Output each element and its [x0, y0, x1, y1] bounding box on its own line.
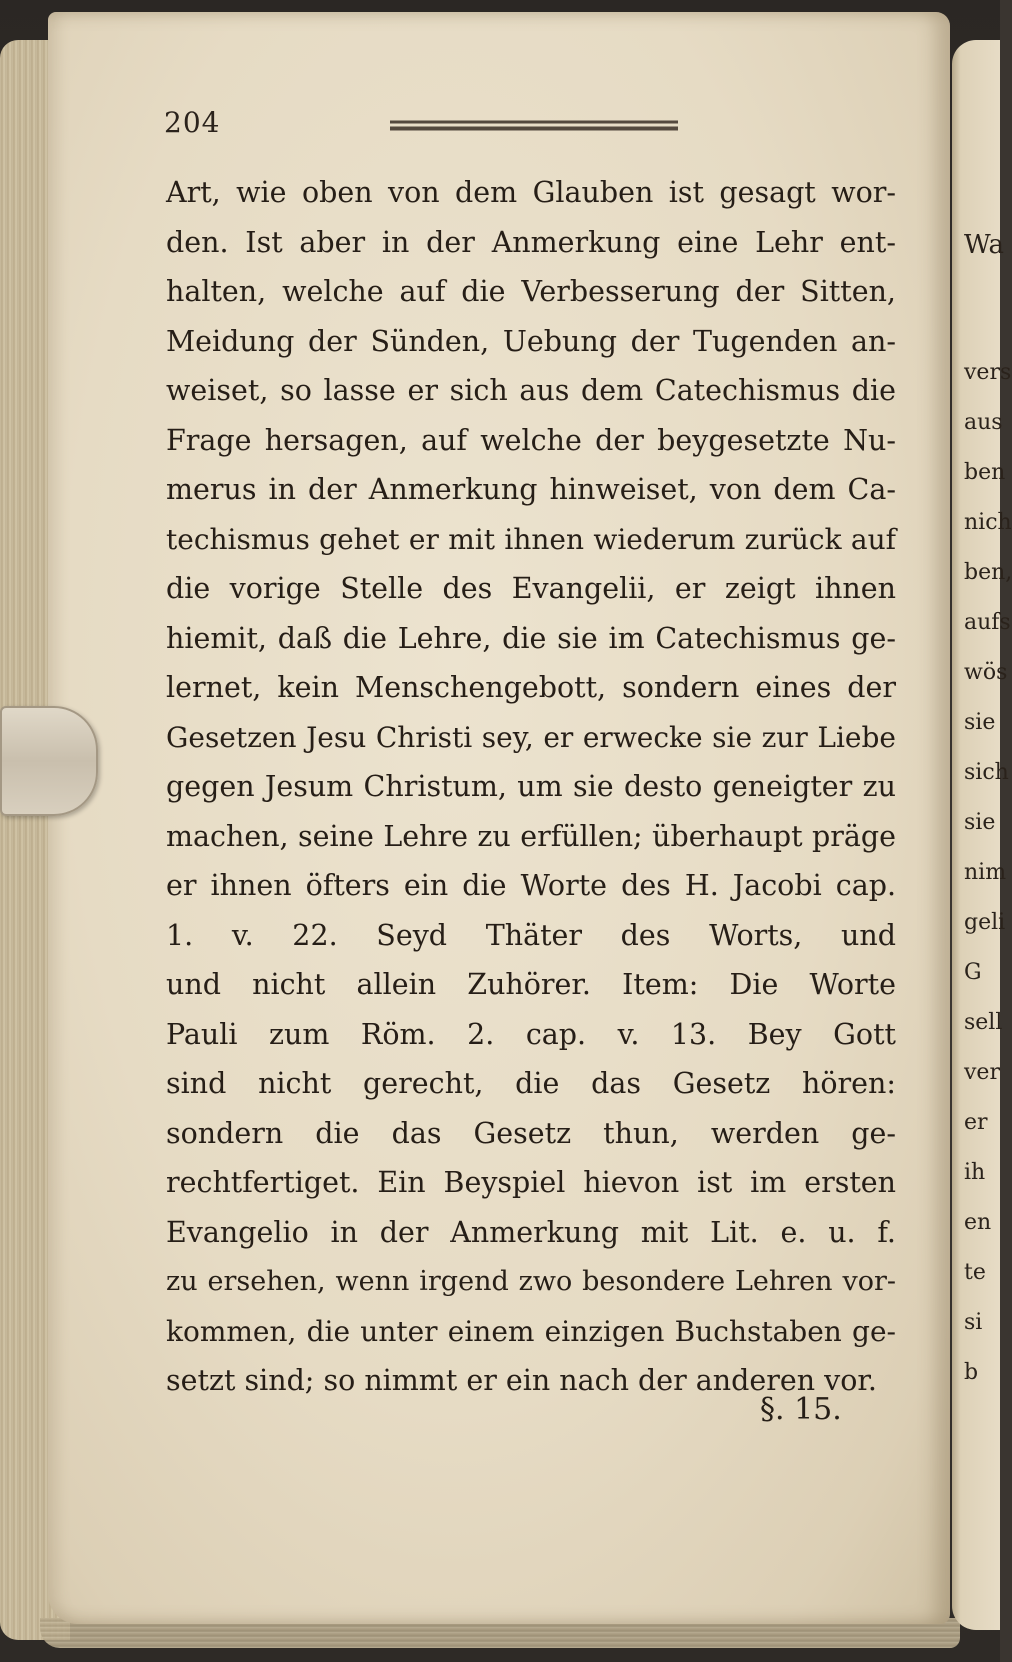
facing-page-fragment: nim	[964, 860, 1007, 885]
text-line: Evangelio in der Anmerkung mit Lit. e. u. f.	[166, 1215, 896, 1249]
facing-page-fragment: te	[964, 1260, 986, 1285]
facing-page-fragment: sich	[964, 760, 1009, 785]
facing-page-fragment: ben	[964, 460, 1006, 485]
text-line: und nicht allein Zuhörer. Item: Die Worte	[166, 968, 896, 1001]
facing-page-fragment: b	[964, 1360, 979, 1385]
facing-page-sliver	[952, 40, 1012, 1630]
text-line: lernet, kein Menschengebott, sondern eines der	[166, 671, 896, 704]
text-line: sondern die das Gesetz thun, werden ge-	[166, 1116, 896, 1150]
facing-page-fragment: ben,	[964, 560, 1012, 585]
text-line: zu ersehen, wenn irgend zwo besondere Lehren vor-	[166, 1266, 896, 1297]
facing-page-fragment: nich	[964, 510, 1012, 535]
facing-page-fragment: aus	[964, 410, 1003, 435]
text-line: er ihnen öfters ein die Worte des H. Jacobi cap.	[166, 869, 896, 902]
text-line: die vorige Stelle des Evangelii, er zeigt ihnen	[166, 572, 896, 605]
facing-page-fragment: ih	[964, 1160, 986, 1185]
text-line: techismus gehet er mit ihnen wiederum zurück auf	[166, 522, 896, 556]
catchword: §. 15.	[760, 1392, 842, 1427]
facing-page-fragment: sie	[964, 710, 996, 735]
text-line: Pauli zum Röm. 2. cap. v. 13. Bey Gott	[166, 1017, 896, 1051]
facing-page-fragment: sell	[964, 1010, 1003, 1035]
text-line: machen, seine Lehre zu erfüllen; überhaupt präge	[166, 819, 896, 853]
text-line: den. Ist aber in der Anmerkung eine Lehr ent-	[166, 225, 896, 259]
text-line: sind nicht gerecht, die das Gesetz hören:	[166, 1067, 896, 1100]
text-line: 1. v. 22. Seyd Thäter des Worts, und	[166, 918, 896, 952]
text-line: kommen, die unter einem einzigen Buchstaben ge-	[166, 1314, 896, 1348]
facing-page-fragment: G	[964, 960, 982, 985]
header-rule	[390, 120, 678, 134]
text-line: merus in der Anmerkung hinweiset, von dem Ca-	[166, 473, 896, 506]
text-line: halten, welche auf die Verbesserung der Sitten,	[166, 275, 896, 308]
facing-page-fragment: geli	[964, 910, 1006, 935]
facing-page-fragment: er	[964, 1110, 988, 1135]
text-line: Meidung der Sünden, Uebung der Tugenden an-	[166, 324, 896, 358]
text-line: Art, wie oben von dem Glauben ist gesagt wor-	[166, 176, 896, 209]
facing-page-fragment: vers	[964, 360, 1012, 385]
facing-page-fragment: en	[964, 1210, 992, 1235]
bookmark-clip	[0, 706, 98, 816]
facing-page-fragment: sie	[964, 810, 996, 835]
facing-page-fragment: wös	[964, 660, 1008, 685]
body-text	[166, 168, 896, 1406]
text-line: gegen Jesum Christum, um sie desto geneigter zu	[166, 770, 896, 803]
text-line: Frage hersagen, auf welche der beygesetzte Nu-	[166, 423, 896, 457]
facing-page-fragment: ver	[964, 1060, 1000, 1085]
text-line: Gesetzen Jesu Christi sey, er erwecke sie zur Liebe	[166, 720, 896, 754]
text-line: weiset, so lasse er sich aus dem Catechismus die	[166, 374, 896, 407]
facing-page-fragment: si	[964, 1310, 983, 1335]
facing-page-fragment: aufs	[964, 610, 1011, 635]
text-line: hiemit, daß die Lehre, die sie im Catechismus ge-	[166, 621, 896, 655]
text-line: rechtfertiget. Ein Beyspiel hievon ist im ersten	[166, 1166, 896, 1199]
facing-page-fragment: Wa	[964, 230, 1004, 260]
page-number: 204	[164, 106, 221, 139]
text-line: setzt sind; so nimmt er ein nach der anderen vor.	[166, 1364, 877, 1397]
